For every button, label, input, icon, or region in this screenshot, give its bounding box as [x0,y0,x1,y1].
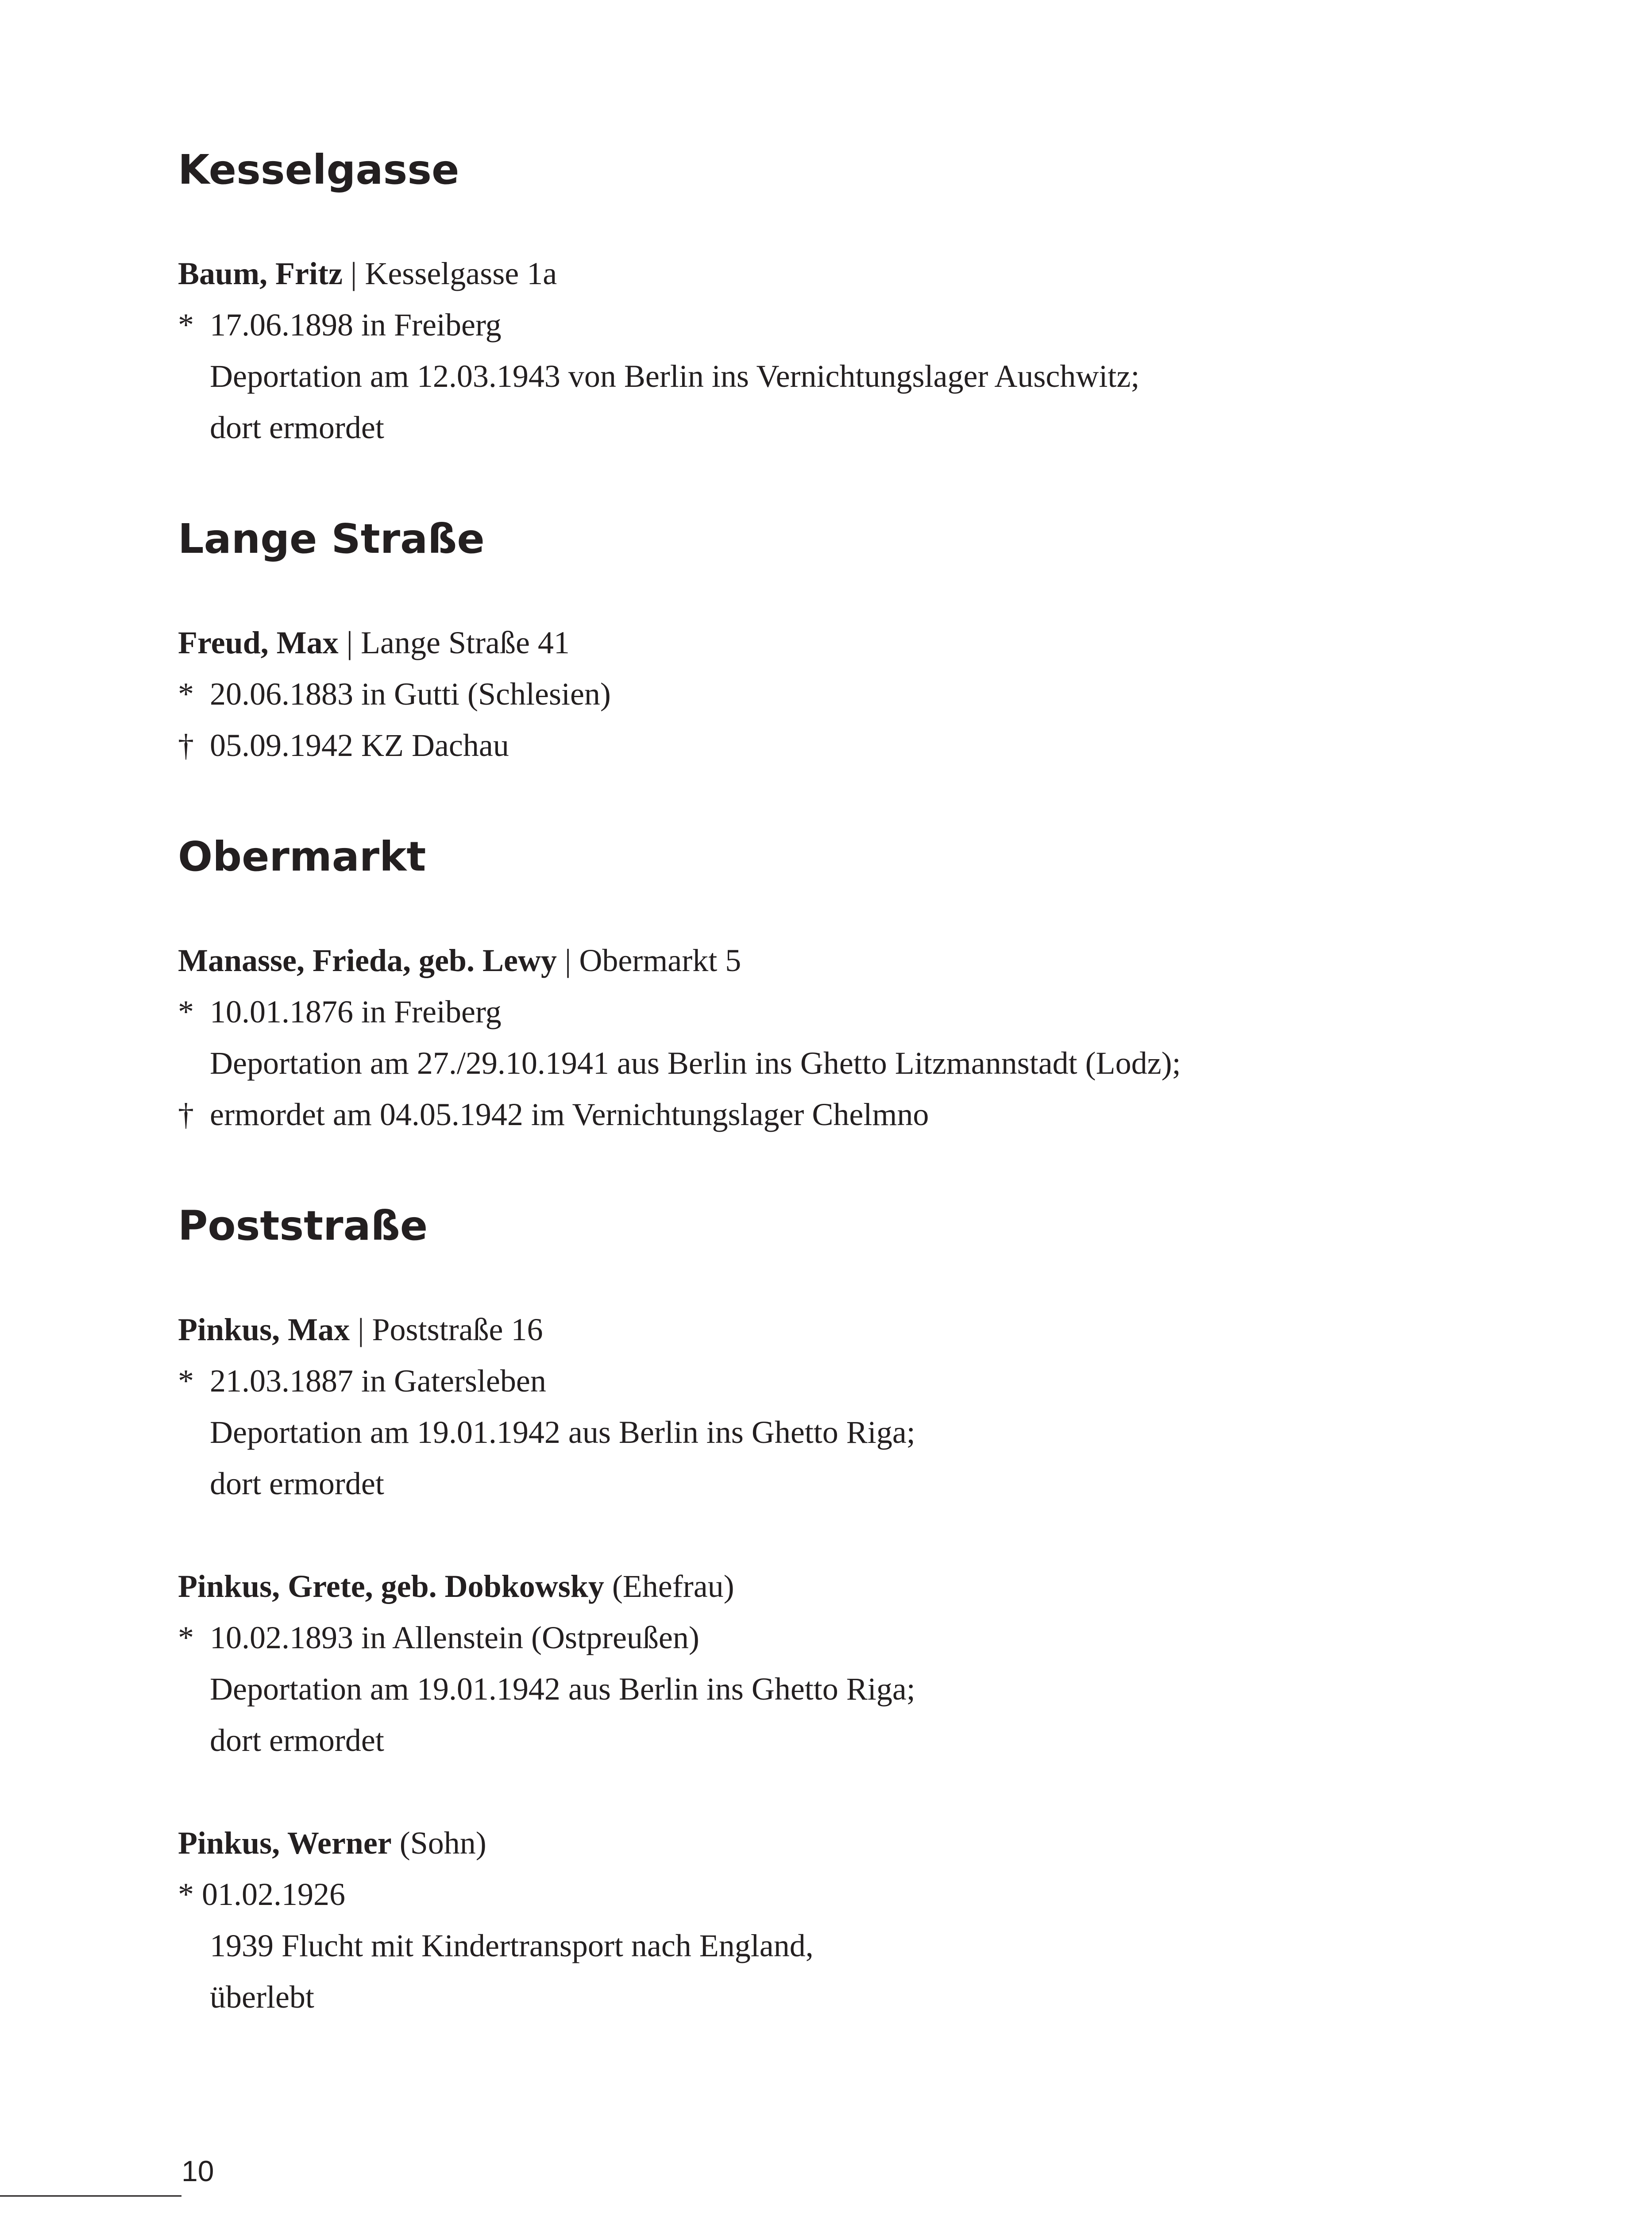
person-address: Kesselgasse 1a [365,256,557,291]
biography-line [178,1869,1550,1920]
street-section [178,146,1550,453]
biography-text: 21.03.1887 in Gatersleben [210,1363,546,1399]
street-section [178,1202,1550,2023]
biography-line [178,1355,1550,1407]
indent [178,1971,210,2023]
birth-mark: * [178,307,194,343]
street-heading: Kesselgasse [178,146,459,193]
footer-rule [0,2195,181,2197]
person-address: Poststraße 16 [372,1312,543,1347]
biography-line [178,1037,1550,1089]
biography-line [178,351,1550,402]
person-entry [178,935,1550,1140]
biography-text: dort ermordet [210,1466,384,1501]
biography-line [178,1663,1550,1715]
page-number: 10 [181,2155,214,2187]
indent [178,402,210,453]
biography-line [178,1089,1550,1140]
birth-mark: * [178,1620,194,1655]
separator: | [358,1312,364,1347]
street-heading: Obermarkt [178,833,426,880]
separator: | [564,943,571,978]
street-heading: Poststraße [178,1202,428,1249]
indent [178,1407,210,1458]
person-entry [178,1817,1550,2023]
biography-text: Deportation am 19.01.1942 aus Berlin ins Ghetto Riga; [210,1671,915,1707]
birth-mark: * [178,1877,194,1912]
person-entry [178,1304,1550,1509]
biography-line [178,1458,1550,1509]
biography-text: Deportation am 12.03.1943 von Berlin ins Vernichtungslager Auschwitz; [210,359,1140,394]
biography-text: Deportation am 27./29.10.1941 aus Berlin ins Ghetto Litzmannstadt (Lodz); [210,1045,1181,1081]
person-entry [178,617,1550,771]
person-address: Lange Straße 41 [361,625,570,660]
biography-line [178,402,1550,453]
indent [178,351,210,402]
biography-line [178,1715,1550,1766]
birth-mark: * [178,676,194,712]
person-heading [178,935,1550,986]
death-mark: † [178,728,194,763]
biography-line [178,986,1550,1037]
biography-line [178,668,1550,720]
person-address: Obermarkt 5 [579,943,741,978]
indent [178,1920,210,1971]
person-name: Pinkus, Grete, geb. Dobkowsky [178,1569,604,1604]
person-heading [178,1561,1550,1612]
person-relation: (Ehefrau) [612,1569,734,1604]
biography-line [178,1971,1550,2023]
biography-text: 10.01.1876 in Freiberg [210,994,502,1029]
person-name: Pinkus, Max [178,1312,350,1347]
person-heading [178,617,1550,668]
biography-text: dort ermordet [210,1723,384,1758]
separator: | [350,256,357,291]
person-name: Freud, Max [178,625,339,660]
birth-mark: * [178,994,194,1029]
death-mark: † [178,1097,194,1132]
biography-text: 1939 Flucht mit Kindertransport nach England, [210,1928,814,1963]
biography-line [178,1407,1550,1458]
person-entry [178,1561,1550,1766]
indent [178,1458,210,1509]
person-heading [178,1304,1550,1355]
indent [178,1715,210,1766]
indent [178,1663,210,1715]
biography-line [178,1920,1550,1971]
biography-text: 10.02.1893 in Allenstein (Ostpreußen) [210,1620,699,1655]
biography-line [178,720,1550,771]
person-entry [178,248,1550,453]
street-section [178,833,1550,1140]
biography-text: Deportation am 19.01.1942 aus Berlin ins Ghetto Riga; [210,1415,915,1450]
indent [178,1037,210,1089]
street-heading: Lange Straße [178,515,485,563]
person-heading [178,248,1550,299]
street-section [178,515,1550,771]
person-heading [178,1817,1550,1869]
biography-text: 05.09.1942 KZ Dachau [210,728,509,763]
biography-text: dort ermordet [210,410,384,445]
biography-line [178,1612,1550,1663]
birth-mark: * [178,1363,194,1399]
biography-line [178,299,1550,351]
biography-text: 17.06.1898 in Freiberg [210,307,502,343]
biography-text: überlebt [210,1979,314,2015]
biography-text: 20.06.1883 in Gutti (Schlesien) [210,676,611,712]
person-name: Manasse, Frieda, geb. Lewy [178,943,557,978]
person-name: Pinkus, Werner [178,1825,392,1861]
memorial-list [178,146,1550,2023]
biography-text: ermordet am 04.05.1942 im Vernichtungslager Chelmno [210,1097,929,1132]
separator: | [346,625,353,660]
person-relation: (Sohn) [399,1825,486,1861]
biography-text: 01.02.1926 [202,1877,345,1912]
person-name: Baum, Fritz [178,256,343,291]
